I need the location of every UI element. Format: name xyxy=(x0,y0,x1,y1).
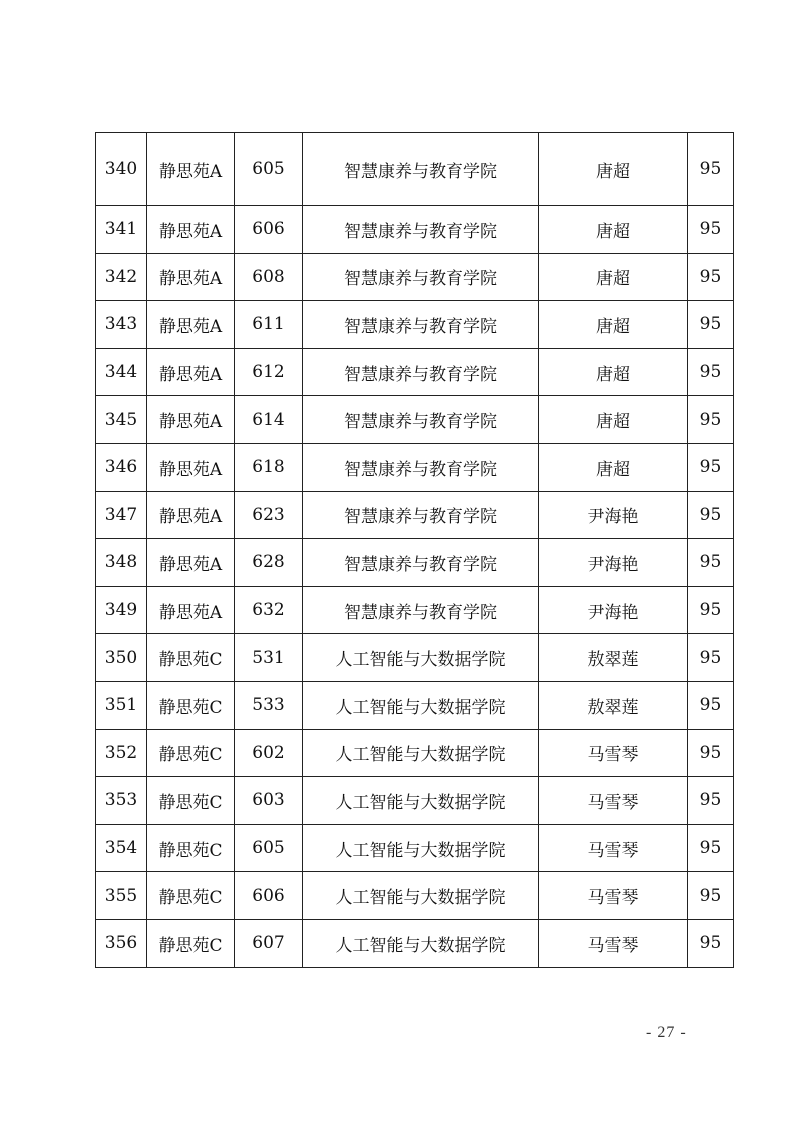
cell-number: 345 xyxy=(96,396,147,444)
cell-number: 344 xyxy=(96,348,147,396)
cell-college: 智慧康养与教育学院 xyxy=(303,396,539,444)
cell-room: 531 xyxy=(235,634,303,682)
cell-number: 349 xyxy=(96,586,147,634)
page-number: - 27 - xyxy=(646,1024,687,1041)
table-row xyxy=(96,681,734,729)
cell-building: 静思苑A xyxy=(147,253,235,301)
table-body xyxy=(96,133,734,968)
cell-room: 602 xyxy=(235,729,303,777)
cell-person: 尹海艳 xyxy=(539,539,688,587)
cell-building: 静思苑C xyxy=(147,824,235,872)
cell-room: 605 xyxy=(235,824,303,872)
cell-number: 355 xyxy=(96,872,147,920)
cell-room: 614 xyxy=(235,396,303,444)
cell-score: 95 xyxy=(688,729,734,777)
cell-score: 95 xyxy=(688,634,734,682)
cell-building: 静思苑C xyxy=(147,919,235,967)
cell-college: 人工智能与大数据学院 xyxy=(303,777,539,825)
cell-person: 敖翠莲 xyxy=(539,681,688,729)
cell-room: 603 xyxy=(235,777,303,825)
cell-number: 350 xyxy=(96,634,147,682)
cell-score: 95 xyxy=(688,919,734,967)
cell-room: 628 xyxy=(235,539,303,587)
cell-room: 611 xyxy=(235,301,303,349)
cell-room: 612 xyxy=(235,348,303,396)
cell-score: 95 xyxy=(688,253,734,301)
cell-college: 智慧康养与教育学院 xyxy=(303,491,539,539)
table-row xyxy=(96,396,734,444)
cell-college: 智慧康养与教育学院 xyxy=(303,206,539,254)
cell-room: 632 xyxy=(235,586,303,634)
cell-number: 348 xyxy=(96,539,147,587)
cell-person: 尹海艳 xyxy=(539,491,688,539)
cell-number: 353 xyxy=(96,777,147,825)
cell-person: 马雪琴 xyxy=(539,872,688,920)
cell-person: 马雪琴 xyxy=(539,824,688,872)
cell-score: 95 xyxy=(688,777,734,825)
table-row xyxy=(96,206,734,254)
cell-person: 唐超 xyxy=(539,206,688,254)
cell-college: 人工智能与大数据学院 xyxy=(303,919,539,967)
table-row xyxy=(96,824,734,872)
cell-room: 608 xyxy=(235,253,303,301)
cell-college: 智慧康养与教育学院 xyxy=(303,443,539,491)
table-row xyxy=(96,301,734,349)
cell-score: 95 xyxy=(688,586,734,634)
cell-person: 马雪琴 xyxy=(539,777,688,825)
cell-person: 唐超 xyxy=(539,133,688,206)
cell-room: 607 xyxy=(235,919,303,967)
cell-building: 静思苑C xyxy=(147,777,235,825)
cell-room: 533 xyxy=(235,681,303,729)
cell-building: 静思苑A xyxy=(147,301,235,349)
cell-person: 唐超 xyxy=(539,396,688,444)
cell-college: 人工智能与大数据学院 xyxy=(303,824,539,872)
table-row xyxy=(96,729,734,777)
cell-building: 静思苑C xyxy=(147,872,235,920)
cell-number: 351 xyxy=(96,681,147,729)
cell-building: 静思苑A xyxy=(147,539,235,587)
cell-room: 618 xyxy=(235,443,303,491)
cell-college: 智慧康养与教育学院 xyxy=(303,348,539,396)
cell-college: 智慧康养与教育学院 xyxy=(303,539,539,587)
cell-building: 静思苑C xyxy=(147,681,235,729)
cell-room: 623 xyxy=(235,491,303,539)
cell-person: 马雪琴 xyxy=(539,729,688,777)
cell-person: 唐超 xyxy=(539,301,688,349)
cell-number: 352 xyxy=(96,729,147,777)
cell-number: 342 xyxy=(96,253,147,301)
cell-score: 95 xyxy=(688,491,734,539)
cell-college: 人工智能与大数据学院 xyxy=(303,729,539,777)
table-row xyxy=(96,777,734,825)
cell-building: 静思苑C xyxy=(147,729,235,777)
cell-score: 95 xyxy=(688,348,734,396)
cell-person: 马雪琴 xyxy=(539,919,688,967)
cell-person: 唐超 xyxy=(539,253,688,301)
table-row xyxy=(96,443,734,491)
table-row xyxy=(96,253,734,301)
cell-building: 静思苑A xyxy=(147,491,235,539)
cell-room: 606 xyxy=(235,206,303,254)
cell-college: 智慧康养与教育学院 xyxy=(303,253,539,301)
cell-room: 605 xyxy=(235,133,303,206)
cell-college: 人工智能与大数据学院 xyxy=(303,872,539,920)
cell-college: 智慧康养与教育学院 xyxy=(303,586,539,634)
cell-score: 95 xyxy=(688,872,734,920)
cell-college: 智慧康养与教育学院 xyxy=(303,133,539,206)
cell-number: 347 xyxy=(96,491,147,539)
cell-number: 340 xyxy=(96,133,147,206)
cell-building: 静思苑C xyxy=(147,634,235,682)
table-row xyxy=(96,586,734,634)
cell-college: 智慧康养与教育学院 xyxy=(303,301,539,349)
table-row xyxy=(96,919,734,967)
table-row xyxy=(96,634,734,682)
table-row xyxy=(96,491,734,539)
cell-person: 唐超 xyxy=(539,348,688,396)
cell-college: 人工智能与大数据学院 xyxy=(303,634,539,682)
cell-building: 静思苑A xyxy=(147,206,235,254)
cell-person: 唐超 xyxy=(539,443,688,491)
cell-score: 95 xyxy=(688,206,734,254)
cell-building: 静思苑A xyxy=(147,133,235,206)
score-table xyxy=(95,132,734,968)
table-row xyxy=(96,872,734,920)
cell-number: 341 xyxy=(96,206,147,254)
cell-building: 静思苑A xyxy=(147,396,235,444)
cell-college: 人工智能与大数据学院 xyxy=(303,681,539,729)
cell-room: 606 xyxy=(235,872,303,920)
cell-number: 354 xyxy=(96,824,147,872)
cell-building: 静思苑A xyxy=(147,348,235,396)
cell-number: 343 xyxy=(96,301,147,349)
cell-number: 356 xyxy=(96,919,147,967)
cell-building: 静思苑A xyxy=(147,586,235,634)
cell-person: 尹海艳 xyxy=(539,586,688,634)
cell-score: 95 xyxy=(688,443,734,491)
cell-score: 95 xyxy=(688,396,734,444)
table-row xyxy=(96,539,734,587)
cell-building: 静思苑A xyxy=(147,443,235,491)
table-row xyxy=(96,133,734,206)
cell-number: 346 xyxy=(96,443,147,491)
cell-score: 95 xyxy=(688,133,734,206)
table-row xyxy=(96,348,734,396)
cell-person: 敖翠莲 xyxy=(539,634,688,682)
dormitory-score-table xyxy=(95,132,733,968)
cell-score: 95 xyxy=(688,301,734,349)
cell-score: 95 xyxy=(688,539,734,587)
cell-score: 95 xyxy=(688,681,734,729)
cell-score: 95 xyxy=(688,824,734,872)
